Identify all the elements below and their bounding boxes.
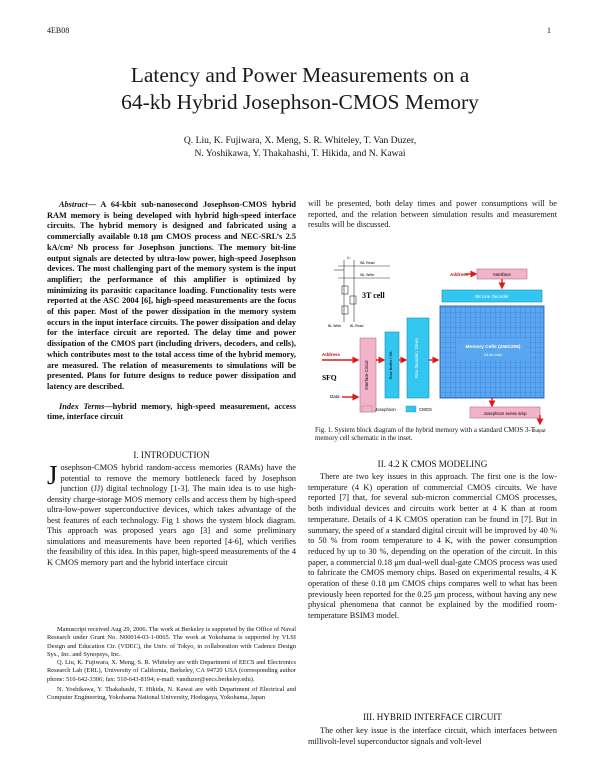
legend-cmos: CMOS [419,407,432,412]
abstract [47,200,296,423]
cell-schematic [328,256,390,328]
section-2-paragraph [308,472,557,622]
section-3-text: The other key issue is the interface circuit, which interfaces between millivolt-level superconductor signals and volt-level [308,726,557,746]
label-3t-cell: 3T cell [362,291,385,300]
label-interface: Interface [493,272,511,277]
label-bitline-decoder: Bit Line Decoder [475,294,509,299]
authors-line-1: Q. Liu, K. Fujiwara, X. Meng, S. R. Whiteley, T. Van Duzer, [183,135,417,146]
footnote-2: Q. Liu, K. Fujiwara, X. Meng, S. R. Whiteley are with Department of EECS and Electronics Research Lab (ERL), University of California, Berkeley, CA 94720 USA (corresponding author phone: 510-642-3306; fax: 510-643-8194; e-mail: vanduzer@eecs.berkeley.edu). [47,659,296,683]
label-bl-write: BL Write [328,324,342,328]
label-data: Data [330,394,340,399]
paper-title [0,62,600,116]
index-terms-text: —hybrid memory, high-speed measurement, access time, interface circuit [47,401,297,422]
header-code: 4EB08 [47,26,70,35]
footnote-1: Manuscript received Aug 29, 2006. The work at Berkeley is supported by the Office of Naval Research under Grant No. N00014-03-1-0065. The work at Yokohama is supported by VLSI Design and Education Ctr. (VDEC), the Univ. of Tokyo, in collaboration with Cadence Design Sys., Inc. and Synopsys, Inc. [47,626,296,658]
label-interface-circuit: Interface Circuit [364,360,369,390]
footnotes [47,626,296,703]
label-address-left: Address [322,352,341,357]
label-sense: Josephson sense amp [483,411,527,416]
section-heading-3: III. HYBRID INTERFACE CIRCUIT [363,712,502,722]
label-vdd: Vₛ [347,256,351,260]
section-2-text: There are two key issues in this approach. The first one is the low-temperature (4 K) operation of commercial CMOS circuits. We have reported [7] that, for several sub-micron commercial CMOS processes, both individual devices and circuits work better at 4 K than at room temperature. Details of 4 K CMOS operation can be found in [7]. But in summary, the speed of a standard digital circuit will be improved by 40 % to 50 % from room temperature to 4 K, with the power consumption reduced by up to 30 %, depending on the operation of the circuit. In this paper, a commercial 0.18 μm dual-well dual-gate CMOS process was used to fabricate the CMOS memory chips. Based on experimental results, 4 K operation of these 0.18 μm CMOS chips compares well to what has been previously been reported for the 0.25 μm process, without having any new physical phenomena that cannot be explained by the modified room-temperature BSIM3 model. [308,472,557,621]
label-address-top: Address [450,272,469,277]
legend-josephson: Josephson [375,407,396,412]
footnote-3: N. Yoshikawa, Y. Thakahashi, T. Hikida, N. Kawai are with Department of Electrical and Computer Engineering, Yokohama National University, Hodogaya, Yokohama, Japan [47,686,296,702]
intro-paragraph [47,460,296,568]
authors [0,134,600,160]
legend-cmos-swatch [406,406,416,412]
title-line-2: 64-kb Hybrid Josephson-CMOS Memory [121,90,479,114]
section-heading-2: II. 4.2 K CMOS MODELING [377,459,488,469]
label-sfq: SFQ [322,373,337,382]
label-wl-write: WL Write [360,273,375,277]
authors-line-2: N. Yoshikawa, Y. Thakahashi, T. Hikida, and N. Kawai [194,148,406,159]
legend-josephson-swatch [362,406,372,412]
section-heading-intro: I. INTRODUCTION [133,450,210,460]
label-wl-read: WL Read [360,261,375,265]
figure-1 [320,252,556,434]
intro-text: osephson-CMOS hybrid random-access memories (RAMs) have the potential to remove the memory bottleneck faced by Josephson junction (JJ) digital technology [1-3]. The main idea is to use high-density charge-storage MOS memory cells and access them by high-speed ultra-low-power superconductive devices, which takes advantage of the best features of each technology. Fig 1 shows the system block diagram. This approach was proposed years ago [3] and some preliminary simulations and measurements have been reported [4-6], which verifies the feasibility of this idea. In this paper, high-speed measurements of the 4 K CMOS memory part and the hybrid interface circuit [47,463,296,567]
block-diagram [320,252,556,434]
right-continuation: will be presented, both delay times and power consumptions will be reported, and the relation between simulation results and measurement results will be discussed. [308,199,557,230]
label-row-decoder: Row Decoder / Driver [414,337,419,379]
section-3-paragraph [308,726,557,747]
page-number: 1 [547,26,551,35]
abstract-text: — A 64-kbit sub-nanosecond Josephson-CMOS hybrid RAM memory is being developed with hybrid high-speed interface circuits. The hybrid memory is designed and fabricated using a commercially available 0.18 μm CMOS process and NEC-SRL’s 2.5 kA/cm² Nb process for Josephson junctions. The memory bit-line output signals are detected by ultra-low power, high-speed Josephson devices. The most challenging part of the memory system is the input amplifier; the performance of this amplifier is optimized by minimizing its parasitic capacitance loading. Functionality tests were reported at the ASC 2004 [6], high-speed measurements are the focus of this paper. Most of the power dissipation in the memory system occurs in the input interface circuits. The power dissipation and delay for the interface circuit are reported. The delay time and power dissipation of the CMOS part (including drivers, decoders, and cells), which contributes most to the total access time of the hybrid memory, are measured. The relation of measurements to simulations will be presented. Plans for future designs to reduce power dissipation and latency are described. [47,200,296,391]
label-array-sub: 64 kb total [484,353,502,357]
label-array: Memory Cells (256X256) [465,345,521,350]
abstract-label: Abstract [59,200,88,209]
index-terms-label: Index Terms [59,401,105,411]
figure-caption: Fig. 1. System block diagram of the hybrid memory with a standard CMOS 3-T memory cell schematic in the inset. [315,427,535,443]
label-output: Output [532,428,546,433]
title-line-1: Latency and Power Measurements on a [130,63,470,87]
label-bl-read: BL Read [350,324,364,328]
intro-dropcap: J [47,460,58,490]
label-row-buffer: Row Buffer / WL [388,350,393,380]
